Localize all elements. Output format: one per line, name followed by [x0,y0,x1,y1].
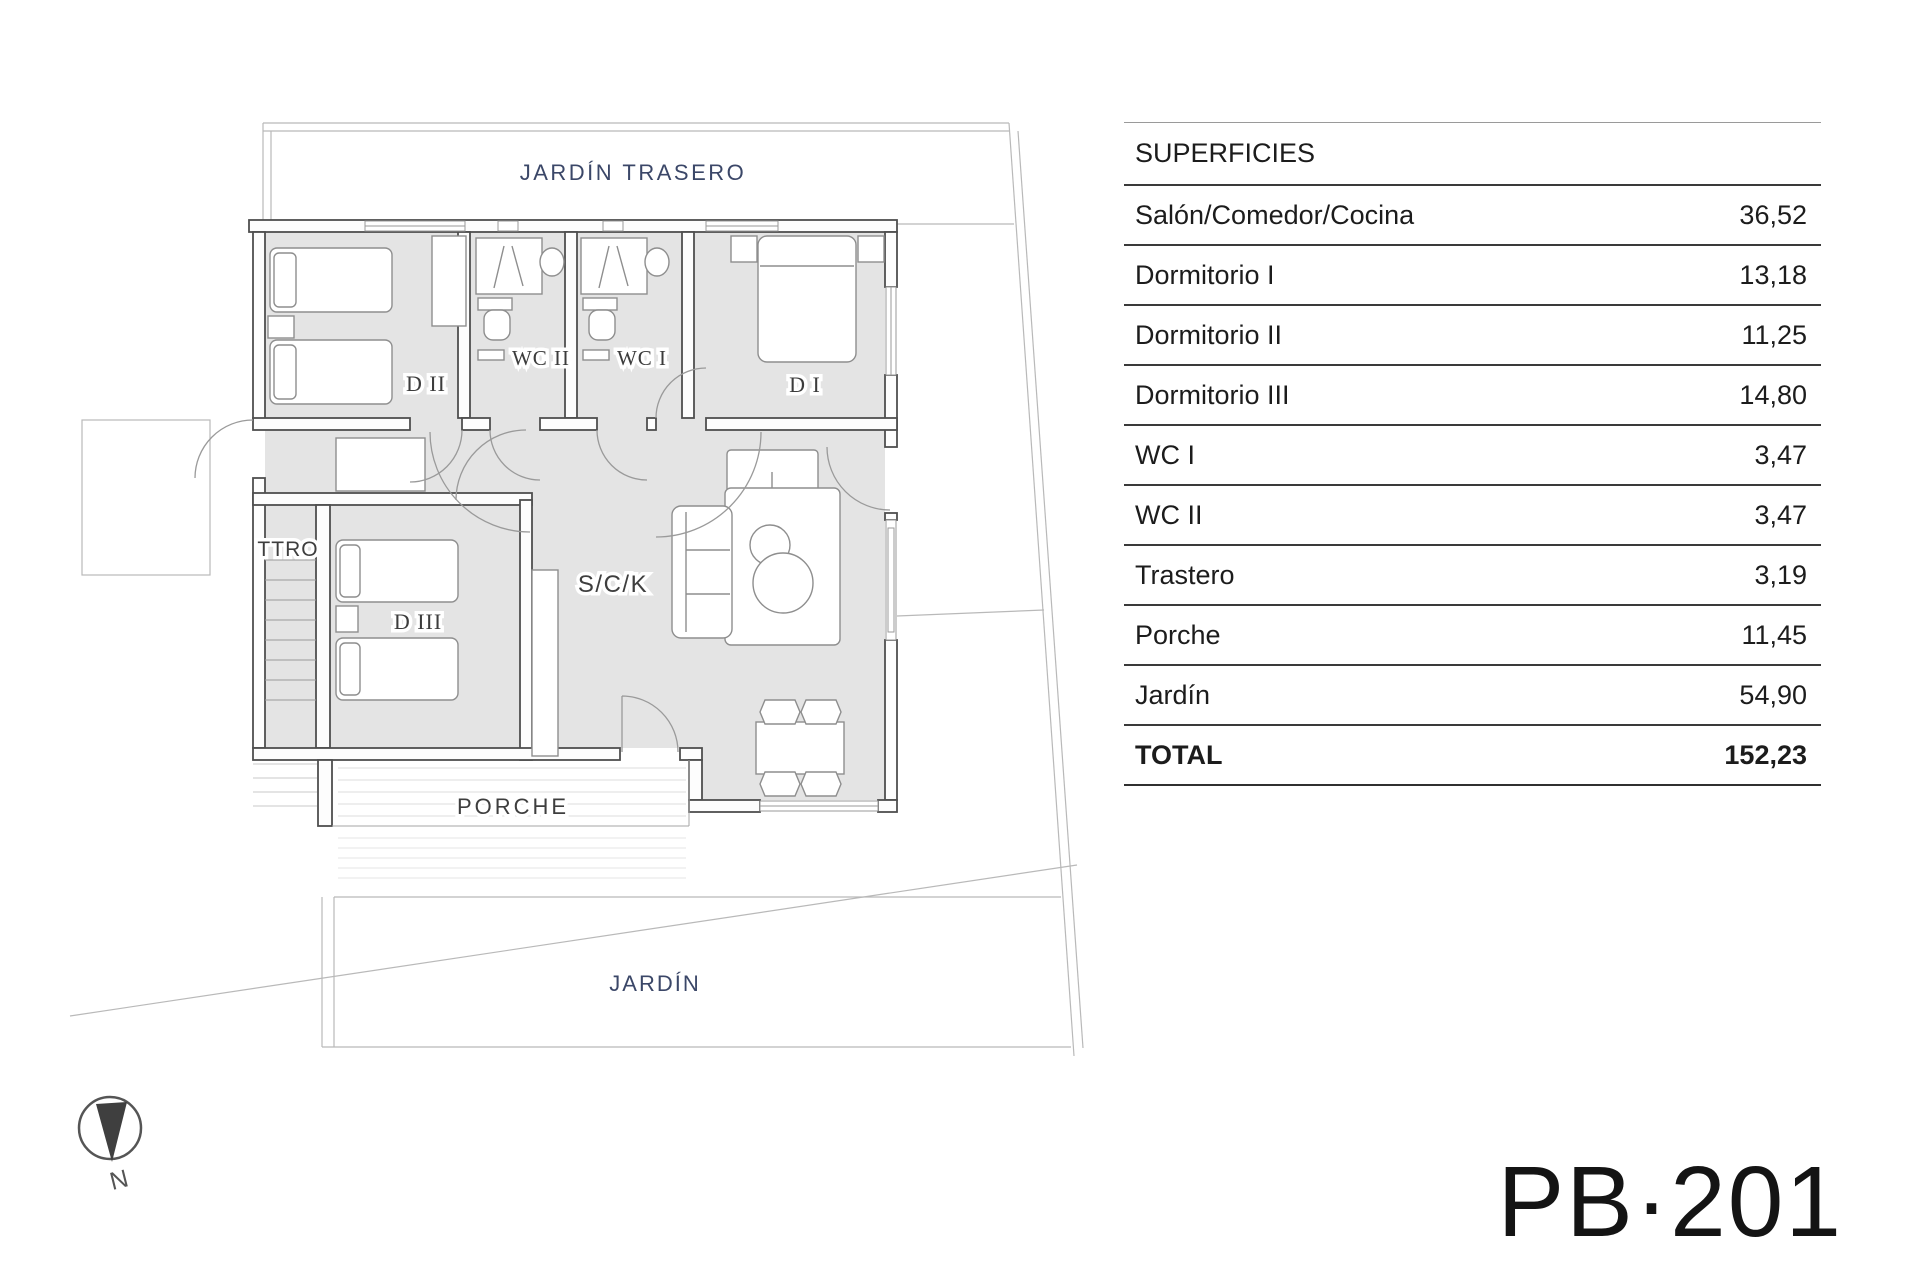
total-value: 152,23 [1724,739,1807,770]
window-wc2 [498,221,518,231]
chair-symbol [801,772,841,796]
row-label: WC I [1135,439,1195,470]
row-value: 3,47 [1754,499,1807,530]
row-value: 36,52 [1739,199,1807,230]
table-row [1124,246,1821,306]
row-value: 11,25 [1741,319,1807,350]
table-row [1124,186,1821,246]
bed-symbol-d2-1 [270,248,392,312]
nightstand-symbol-d2 [268,316,294,338]
bed-symbol-d1 [758,236,856,362]
label-wc1: WC I [616,346,668,370]
label-storage: TTRO [257,538,319,561]
row-value: 3,47 [1754,439,1807,470]
nightstand-symbol-d1-right [858,236,884,262]
shower-symbol-wc2 [476,238,542,294]
wardrobe-symbol-d2 [432,236,466,326]
row-label: Jardín [1135,679,1211,710]
window-wc1 [603,221,623,231]
label-porch: PORCHE [456,794,570,819]
sink-symbol-wc2 [540,248,564,276]
bed-symbol-d2-2 [270,340,392,404]
shelf-symbol-wc1 [583,350,609,360]
shower-symbol-wc1 [581,238,647,294]
row-label: Dormitorio II [1135,319,1283,350]
bed-symbol-d3-2 [336,638,458,700]
table-total-row [1124,726,1821,786]
nightstand-symbol-d3 [336,606,358,632]
bed-symbol-d3-1 [336,540,458,602]
row-label: Salón/Comedor/Cocina [1135,199,1415,230]
label-bedroom3: D III [393,609,443,634]
row-label: Porche [1135,619,1221,650]
label-wc2: WC II [511,346,571,370]
label-bedroom1: D I [789,372,821,397]
side-table-symbol-large [753,553,813,613]
surfaces-table-title: SUPERFICIES [1135,138,1316,168]
label-garden-back: JARDÍN TRASERO [519,160,747,185]
table-row [1124,666,1821,726]
entry-landing [82,420,210,575]
sink-symbol-wc1 [645,248,669,276]
compass-north-label: N [106,1164,132,1197]
row-label: Dormitorio III [1135,379,1290,410]
closet-symbol [336,438,425,491]
table-row [1124,366,1821,426]
label-living: S/C/K [577,571,649,598]
table-row [1124,306,1821,366]
row-value: 13,18 [1739,259,1807,290]
kitchen-counter-symbol [532,570,558,756]
table-row [1124,426,1821,486]
row-value: 3,19 [1754,559,1807,590]
table-row [1124,486,1821,546]
label-bedroom2: D II [405,371,447,396]
row-value: 11,45 [1741,619,1807,650]
row-label: Dormitorio I [1135,259,1275,290]
surfaces-table [1124,122,1821,786]
row-value: 54,90 [1739,679,1807,710]
nightstand-symbol-d1-left [731,236,757,262]
row-label: Trastero [1135,559,1235,590]
row-value: 14,80 [1739,379,1807,410]
chair-symbol [801,700,841,724]
label-garden-front: JARDÍN [609,971,701,996]
table-row [1124,546,1821,606]
plan-code: PB·201 [1497,1146,1843,1258]
surfaces-table-header [1124,123,1821,186]
total-label: TOTAL [1135,739,1223,770]
dining-table-symbol [756,722,844,774]
row-label: WC II [1135,499,1203,530]
compass-icon [79,1097,141,1196]
chair-symbol [760,700,800,724]
table-row [1124,606,1821,666]
shelf-symbol-wc2 [478,350,504,360]
chair-symbol [760,772,800,796]
